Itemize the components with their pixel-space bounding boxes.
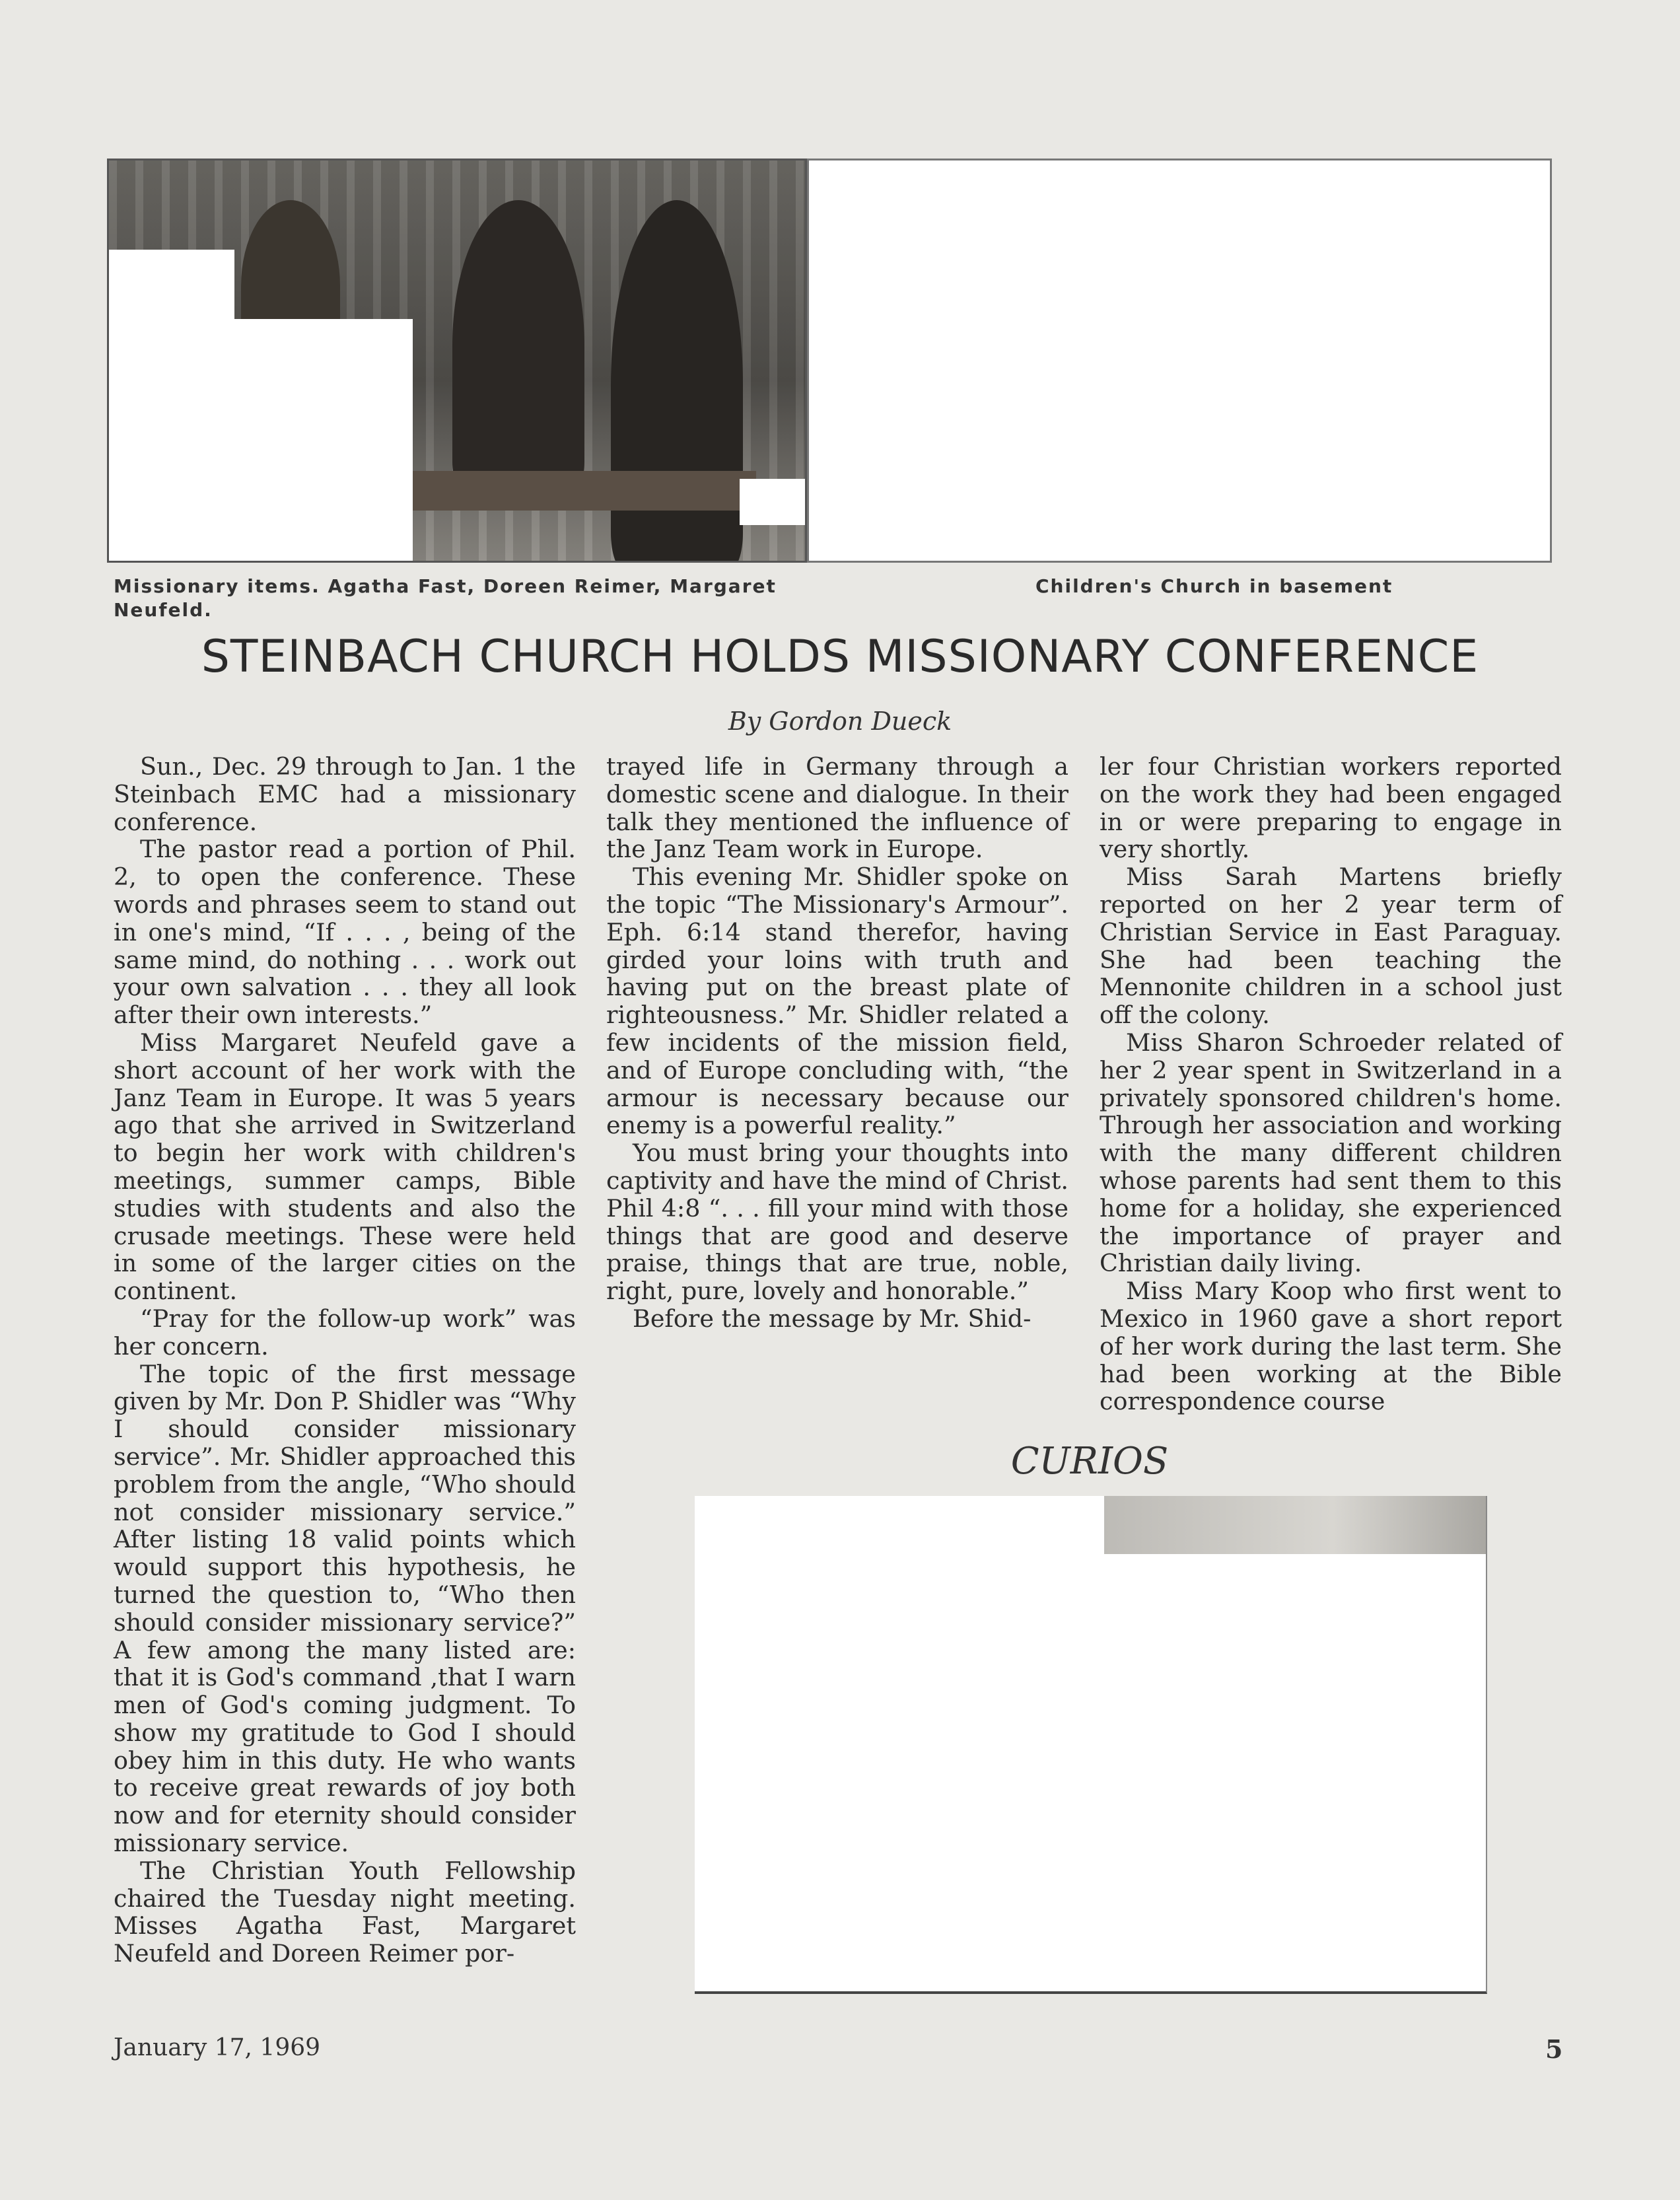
article-paragraph: The topic of the first message given by Mr. Don P. Shidler was “Why I should consider missionary service”. Mr. Shidler approached this problem from the angle, “Who should not consider missionary service.” After listing 18 valid points which would support this hypothesis, he turned the question to, “Who then should consider missionary service?” A few among the many listed are: that it is God's command ,that I warn men of God's coming judgment. To show my gratitude to God I should obey him in this duty. He who wants to receive great rewards of joy both now and for eternity should consider missionary service. xyxy=(114,1359,576,1858)
photo-figure xyxy=(452,200,584,491)
curios-photo xyxy=(695,1496,1487,1994)
article-paragraph: Miss Mary Koop who first went to Mexico in 1960 gave a short report of her work during the last term. She had been working at the Bible correspondence course xyxy=(1100,1277,1562,1416)
photo-caption-right: Children's Church in basement xyxy=(1035,575,1393,597)
curios-heading: CURIOS xyxy=(1010,1440,1169,1483)
photo-caption-left: Missionary items. Agatha Fast, Doreen Reimer, Margaret Neufeld. xyxy=(114,575,777,621)
article-paragraph: You must bring your thoughts into captivity and have the mind of Christ. Phil 4:8 “. . . fill your mind with those things that are good and deserve praise, things that are true, noble, right, pure, lovely and honorable.” xyxy=(606,1139,1068,1306)
photo-childrens-church xyxy=(807,159,1552,563)
photo-redaction xyxy=(109,319,413,563)
article-paragraph: Miss Sharon Schroeder related of her 2 year spent in Switzerland in a privately sponsored children's home. Through her association and working with the many different children whose parents had sent them to this home for a holiday, she experienced the importance of prayer and Christian daily living. xyxy=(1100,1028,1562,1278)
article-paragraph: ler four Christian workers reported on the work they had been engaged in or were preparing to engage in very shortly. xyxy=(1100,752,1562,864)
curios-photo-strip xyxy=(1104,1496,1486,1554)
article-paragraph: This evening Mr. Shidler spoke on the topic “The Missionary's Armour”. Eph. 6:14 stand therefor, having girded your loins with truth and having put on the breast plate of righteousness.” Mr. Shidler related a few incidents of the mission field, and of Europe concluding with, “the armour is necessary because our enemy is a powerful reality.” xyxy=(606,863,1068,1140)
footer-date: January 17, 1969 xyxy=(114,2034,321,2061)
photo-missionary-items xyxy=(107,159,807,563)
article-paragraph: Before the message by Mr. Shid- xyxy=(633,1304,1032,1333)
article-column-2 xyxy=(606,753,1068,1333)
article-column-3 xyxy=(1100,753,1562,1415)
article-column-1 xyxy=(114,753,576,1968)
article-headline: STEINBACH CHURCH HOLDS MISSIONARY CONFERENCE xyxy=(201,631,1479,683)
article-byline: By Gordon Dueck xyxy=(728,707,952,736)
photo-podium xyxy=(413,471,756,511)
page-number: 5 xyxy=(1545,2034,1563,2064)
article-paragraph: “Pray for the follow-up work” was her concern. xyxy=(114,1304,576,1361)
article-paragraph: The pastor read a portion of Phil. 2, to open the conference. These words and phrases seem to stand out in one's mind, “If . . . , being of the same mind, do nothing . . . work out your own salvation . . . they all look after their own interests.” xyxy=(114,835,576,1030)
article-paragraph: The Christian Youth Fellowship chaired the Tuesday night meeting. Misses Agatha Fast, Margaret Neufeld and Doreen Reimer por- xyxy=(114,1856,576,1968)
article-paragraph: Miss Sarah Martens briefly reported on her 2 year term of Christian Service in East Paraguay. She had been teaching the Mennonite children in a school just off the colony. xyxy=(1100,863,1562,1030)
photo-redaction xyxy=(740,479,807,525)
article-paragraph: Miss Margaret Neufeld gave a short account of her work with the Janz Team in Europe. It was 5 years ago that she arrived in Switzerland to begin her work with children's meetings, summer camps, Bible studies with students and also the crusade meetings. These were held in some of the larger cities on the continent. xyxy=(114,1028,576,1306)
article-paragraph: Sun., Dec. 29 through to Jan. 1 the Steinbach EMC had a missionary conference. xyxy=(114,752,576,836)
article-paragraph: trayed life in Germany through a domestic scene and dialogue. In their talk they mentioned the influence of the Janz Team work in Europe. xyxy=(606,752,1068,864)
